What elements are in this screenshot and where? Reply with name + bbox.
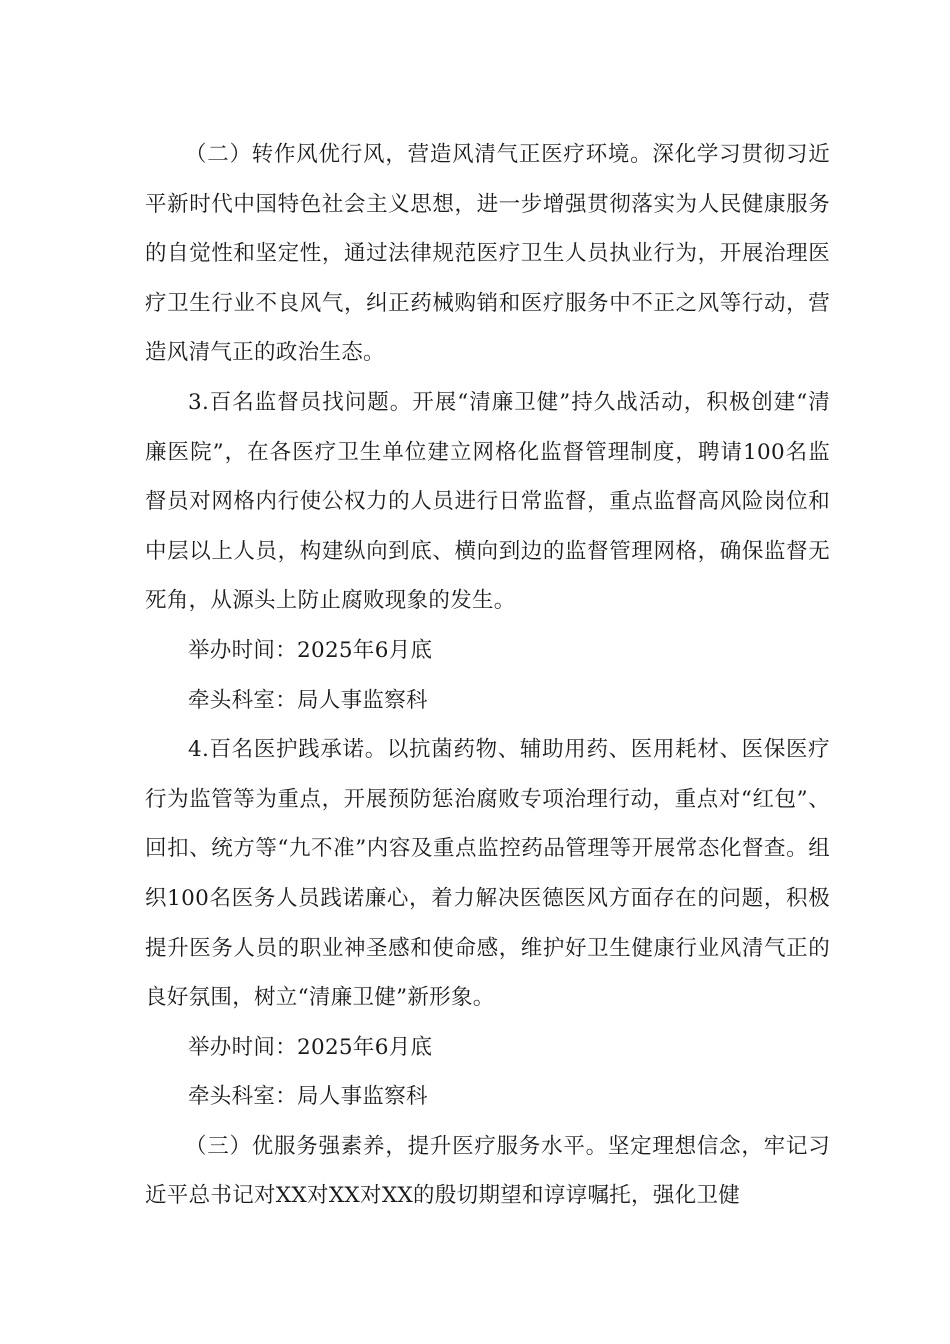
item-paragraph: 3.百名监督员找问题。开展“清廉卫健”持久战活动，积极创建“清廉医院”，在各医疗卫生单位建立网格化监督管理制度，聘请100名监督员对网格内行使公权力的人员进行日常监督，重点监督高风险岗位和中层以上人员，构建纵向到底、横向到边的监督管理网格，确保监督无死角，从源头上防止腐败现象的发生。 bbox=[145, 389, 830, 614]
lead-department-line: 牵头科室：局人事监察科 bbox=[188, 1084, 428, 1110]
item-paragraph: 4.百名医护践承诺。以抗菌药物、辅助用药、医用耗材、医保医疗行为监管等为重点，开展预防惩治腐败专项治理行动，重点对“红包”、回扣、统方等“九不准”内容及重点监控药品管理等开展常态化督查。组织100名医务人员践诺廉心，着力解决医德医风方面存在的问题，积极提升医务人员的职业神圣感和使命感，维护好卫生健康行业风清气正的良好氛围，树立“清廉卫健”新形象。 bbox=[145, 737, 830, 1011]
schedule-line: 举办时间：2025年6月底 bbox=[188, 637, 433, 663]
document-page bbox=[145, 130, 830, 1221]
section-heading-paragraph: （二）转作风优行风，营造风清气正医疗环境。深化学习贯彻习近平新时代中国特色社会主义思想，进一步增强贯彻落实为人民健康服务的自觉性和坚定性，通过法律规范医疗卫生人员执业行为，开展治理医疗卫生行业不良风气，纠正药械购销和医疗服务中不正之风等行动，营造风清气正的政治生态。 bbox=[145, 142, 830, 366]
schedule-line: 举办时间：2025年6月底 bbox=[188, 1034, 433, 1060]
lead-department-line: 牵头科室：局人事监察科 bbox=[188, 687, 428, 713]
section-heading-paragraph: （三）优服务强素养，提升医疗服务水平。坚定理想信念，牢记习近平总书记对XX对XX对XX的殷切期望和谆谆嘱托，强化卫健 bbox=[145, 1133, 830, 1209]
